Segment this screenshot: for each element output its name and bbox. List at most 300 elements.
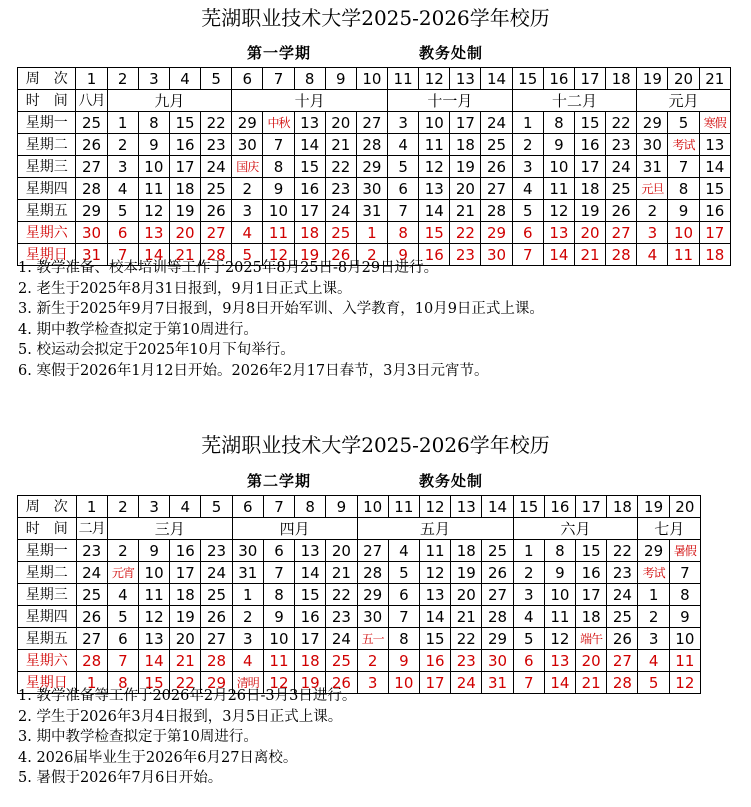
date-cell: 2 xyxy=(107,540,138,562)
month-label: 三月 xyxy=(107,518,232,540)
date-cell: 12 xyxy=(543,200,574,222)
week-number-row xyxy=(18,68,731,90)
date-cell: 12 xyxy=(419,562,450,584)
date-cell: 27 xyxy=(357,540,388,562)
date-cell: 1 xyxy=(76,672,107,694)
date-cell: 15 xyxy=(419,628,450,650)
date-cell: 4 xyxy=(107,584,138,606)
date-cell: 4 xyxy=(232,222,263,244)
date-cell: 4 xyxy=(107,178,138,200)
date-cell: 14 xyxy=(699,156,730,178)
date-cell: 30 xyxy=(232,134,263,156)
holiday-label: 考试 xyxy=(638,562,669,584)
date-cell: 11 xyxy=(543,178,574,200)
date-cell: 3 xyxy=(638,628,669,650)
week-number: 18 xyxy=(607,496,638,518)
note-item: 4. 2026届毕业生于2026年6月27日离校。 xyxy=(18,749,298,766)
date-cell: 26 xyxy=(76,606,107,628)
holiday-label: 国庆 xyxy=(232,156,263,178)
date-cell: 5 xyxy=(107,200,138,222)
date-cell: 31 xyxy=(482,672,513,694)
date-cell: 13 xyxy=(699,134,730,156)
weekday-row xyxy=(18,584,701,606)
date-cell: 8 xyxy=(263,584,294,606)
date-cell: 7 xyxy=(107,244,138,266)
week-number: 3 xyxy=(138,496,169,518)
date-cell: 2 xyxy=(513,562,544,584)
date-cell: 5 xyxy=(668,112,699,134)
date-cell: 4 xyxy=(388,134,419,156)
date-cell: 8 xyxy=(543,112,574,134)
date-cell: 27 xyxy=(76,156,107,178)
date-cell: 17 xyxy=(294,200,325,222)
date-cell: 1 xyxy=(638,584,669,606)
date-cell: 27 xyxy=(201,222,232,244)
date-cell: 7 xyxy=(107,650,138,672)
date-cell: 6 xyxy=(513,650,544,672)
week-number: 5 xyxy=(201,496,232,518)
date-cell: 27 xyxy=(482,584,513,606)
date-cell: 9 xyxy=(544,562,575,584)
note-item: 1. 教学准备、校本培训等工作于2025年8月25日-8月29日进行。 xyxy=(18,260,439,276)
weekday-label: 星期三 xyxy=(18,584,77,606)
date-cell: 12 xyxy=(263,672,294,694)
date-cell: 6 xyxy=(263,540,294,562)
month-label: 十二月 xyxy=(512,90,637,112)
date-cell: 17 xyxy=(419,672,450,694)
week-number: 19 xyxy=(637,68,668,90)
time-header-label: 时 间 xyxy=(18,90,76,112)
date-cell: 6 xyxy=(388,584,419,606)
weekday-label: 星期二 xyxy=(18,134,76,156)
weekday-row xyxy=(18,562,701,584)
date-cell: 25 xyxy=(607,606,638,628)
date-cell: 20 xyxy=(169,222,200,244)
date-cell: 4 xyxy=(638,650,669,672)
date-cell: 31 xyxy=(637,156,668,178)
date-cell: 22 xyxy=(170,672,201,694)
date-cell: 4 xyxy=(513,606,544,628)
date-cell: 7 xyxy=(512,244,543,266)
date-cell: 11 xyxy=(263,650,294,672)
weekday-label: 星期日 xyxy=(18,672,77,694)
week-number: 19 xyxy=(638,496,669,518)
week-number: 4 xyxy=(169,68,200,90)
date-cell: 18 xyxy=(450,134,481,156)
date-cell: 26 xyxy=(201,200,232,222)
sem1-semester-label: 第一学期 xyxy=(247,44,312,62)
date-cell: 25 xyxy=(326,650,357,672)
date-cell: 3 xyxy=(388,112,419,134)
date-cell: 6 xyxy=(107,628,138,650)
date-cell: 25 xyxy=(481,134,512,156)
date-cell: 3 xyxy=(357,672,388,694)
holiday-label: 五一 xyxy=(357,628,388,650)
date-cell: 2 xyxy=(107,134,138,156)
weekday-label: 星期日 xyxy=(18,244,76,266)
sem1-title: 芜湖职业技术大学2025-2026学年校历 xyxy=(201,6,550,30)
month-label: 二月 xyxy=(76,518,107,540)
date-cell: 10 xyxy=(138,156,169,178)
date-cell: 6 xyxy=(107,222,138,244)
date-cell: 28 xyxy=(76,178,107,200)
date-cell: 3 xyxy=(232,628,263,650)
date-cell: 18 xyxy=(576,606,607,628)
date-cell: 14 xyxy=(295,562,326,584)
weekday-row xyxy=(18,540,701,562)
date-cell: 17 xyxy=(699,222,730,244)
date-cell: 19 xyxy=(294,244,325,266)
date-cell: 3 xyxy=(107,156,138,178)
week-number: 16 xyxy=(543,68,574,90)
date-cell: 15 xyxy=(699,178,730,200)
holiday-label: 寒假 xyxy=(699,112,730,134)
date-cell: 12 xyxy=(669,672,700,694)
weekday-row xyxy=(18,222,731,244)
date-cell: 18 xyxy=(170,584,201,606)
week-number: 16 xyxy=(544,496,575,518)
date-cell: 10 xyxy=(388,672,419,694)
date-cell: 8 xyxy=(668,178,699,200)
date-cell: 19 xyxy=(574,200,605,222)
sem1-calendar-table xyxy=(17,67,731,266)
week-number: 8 xyxy=(294,68,325,90)
date-cell: 25 xyxy=(76,112,107,134)
date-cell: 20 xyxy=(325,112,356,134)
week-number: 4 xyxy=(170,496,201,518)
date-cell: 9 xyxy=(138,540,169,562)
date-cell: 1 xyxy=(512,112,543,134)
date-cell: 30 xyxy=(482,650,513,672)
date-cell: 13 xyxy=(543,222,574,244)
weekday-row xyxy=(18,112,731,134)
date-cell: 24 xyxy=(451,672,482,694)
date-cell: 1 xyxy=(107,112,138,134)
date-cell: 11 xyxy=(263,222,294,244)
week-number: 7 xyxy=(263,496,294,518)
note-item: 2. 老生于2025年8月31日报到，9月1日正式上课。 xyxy=(18,280,352,297)
note-item: 5. 校运动会拟定于2025年10月下旬举行。 xyxy=(18,342,295,358)
date-cell: 16 xyxy=(294,178,325,200)
date-cell: 29 xyxy=(201,672,232,694)
date-cell: 16 xyxy=(574,134,605,156)
date-cell: 28 xyxy=(76,650,107,672)
weekday-label: 星期一 xyxy=(18,112,76,134)
date-cell: 1 xyxy=(356,222,387,244)
date-cell: 11 xyxy=(419,540,450,562)
date-cell: 10 xyxy=(263,200,294,222)
date-cell: 18 xyxy=(295,650,326,672)
date-cell: 4 xyxy=(232,650,263,672)
date-cell: 7 xyxy=(669,562,700,584)
date-cell: 10 xyxy=(419,112,450,134)
date-cell: 23 xyxy=(606,134,637,156)
date-cell: 19 xyxy=(451,562,482,584)
date-cell: 24 xyxy=(606,156,637,178)
date-cell: 7 xyxy=(513,672,544,694)
week-number: 9 xyxy=(325,68,356,90)
date-cell: 9 xyxy=(669,606,700,628)
date-cell: 21 xyxy=(169,244,200,266)
date-cell: 30 xyxy=(637,134,668,156)
date-cell: 21 xyxy=(450,200,481,222)
date-cell: 15 xyxy=(419,222,450,244)
date-cell: 25 xyxy=(325,222,356,244)
holiday-label: 端午 xyxy=(576,628,607,650)
date-cell: 24 xyxy=(201,156,232,178)
week-number: 14 xyxy=(482,496,513,518)
date-cell: 14 xyxy=(294,134,325,156)
week-number: 20 xyxy=(668,68,699,90)
date-cell: 25 xyxy=(201,178,232,200)
note-item: 1. 教学准备等工作于2026年2月26日-3月3日进行。 xyxy=(18,688,357,704)
month-label: 十月 xyxy=(232,90,388,112)
date-cell: 15 xyxy=(576,540,607,562)
date-cell: 5 xyxy=(232,244,263,266)
weekday-row xyxy=(18,628,701,650)
date-cell: 29 xyxy=(637,112,668,134)
weekday-label: 星期四 xyxy=(18,178,76,200)
date-cell: 2 xyxy=(232,606,263,628)
week-number: 9 xyxy=(326,496,357,518)
date-cell: 30 xyxy=(232,540,263,562)
date-cell: 17 xyxy=(169,156,200,178)
date-cell: 5 xyxy=(388,156,419,178)
date-cell: 20 xyxy=(326,540,357,562)
date-cell: 2 xyxy=(512,134,543,156)
date-cell: 27 xyxy=(356,112,387,134)
weekday-row xyxy=(18,156,731,178)
date-cell: 6 xyxy=(388,178,419,200)
sem2-office-label: 教务处制 xyxy=(419,472,484,490)
weekday-label: 星期五 xyxy=(18,200,76,222)
date-cell: 7 xyxy=(263,562,294,584)
date-cell: 24 xyxy=(607,584,638,606)
date-cell: 13 xyxy=(419,178,450,200)
date-cell: 17 xyxy=(574,156,605,178)
week-number: 13 xyxy=(451,496,482,518)
date-cell: 22 xyxy=(451,628,482,650)
date-cell: 28 xyxy=(356,134,387,156)
date-cell: 5 xyxy=(388,562,419,584)
date-cell: 4 xyxy=(512,178,543,200)
week-number: 13 xyxy=(450,68,481,90)
date-cell: 9 xyxy=(543,134,574,156)
date-cell: 30 xyxy=(76,222,107,244)
date-cell: 28 xyxy=(482,606,513,628)
date-cell: 1 xyxy=(513,540,544,562)
month-label: 八月 xyxy=(76,90,107,112)
date-cell: 17 xyxy=(450,112,481,134)
date-cell: 19 xyxy=(170,606,201,628)
date-cell: 29 xyxy=(638,540,669,562)
date-cell: 16 xyxy=(295,606,326,628)
date-cell: 23 xyxy=(451,650,482,672)
date-cell: 26 xyxy=(606,200,637,222)
date-cell: 11 xyxy=(669,650,700,672)
week-number: 7 xyxy=(263,68,294,90)
date-cell: 24 xyxy=(481,112,512,134)
date-cell: 18 xyxy=(699,244,730,266)
date-cell: 17 xyxy=(295,628,326,650)
date-cell: 13 xyxy=(138,222,169,244)
date-cell: 31 xyxy=(76,244,107,266)
date-cell: 23 xyxy=(325,178,356,200)
date-cell: 14 xyxy=(544,672,575,694)
month-label: 九月 xyxy=(107,90,232,112)
week-number: 20 xyxy=(669,496,700,518)
note-item: 2. 学生于2026年3月4日报到，3月5日正式上课。 xyxy=(18,708,343,725)
date-cell: 18 xyxy=(451,540,482,562)
week-number: 17 xyxy=(574,68,605,90)
date-cell: 16 xyxy=(169,134,200,156)
date-cell: 12 xyxy=(138,606,169,628)
date-cell: 11 xyxy=(544,606,575,628)
date-cell: 16 xyxy=(170,540,201,562)
date-cell: 18 xyxy=(294,222,325,244)
date-cell: 1 xyxy=(232,584,263,606)
date-cell: 29 xyxy=(482,628,513,650)
week-number: 10 xyxy=(356,68,387,90)
date-cell: 30 xyxy=(357,606,388,628)
week-number: 18 xyxy=(606,68,637,90)
date-cell: 22 xyxy=(326,584,357,606)
week-number: 6 xyxy=(232,68,263,90)
date-cell: 10 xyxy=(669,628,700,650)
date-cell: 21 xyxy=(326,562,357,584)
note-item: 3. 期中教学检查拟定于第10周进行。 xyxy=(18,729,258,745)
week-number: 12 xyxy=(419,68,450,90)
sem2-semester-label: 第二学期 xyxy=(247,472,312,490)
date-cell: 24 xyxy=(326,628,357,650)
note-item: 4. 期中教学检查拟定于第10周进行。 xyxy=(18,321,258,338)
date-cell: 23 xyxy=(76,540,107,562)
date-cell: 27 xyxy=(76,628,107,650)
date-cell: 28 xyxy=(607,672,638,694)
date-cell: 28 xyxy=(201,244,232,266)
date-cell: 14 xyxy=(419,606,450,628)
month-row xyxy=(18,90,731,112)
date-cell: 26 xyxy=(201,606,232,628)
week-number: 2 xyxy=(107,68,138,90)
date-cell: 27 xyxy=(201,628,232,650)
date-cell: 10 xyxy=(138,562,169,584)
date-cell: 2 xyxy=(637,200,668,222)
date-cell: 24 xyxy=(325,200,356,222)
date-cell: 13 xyxy=(294,112,325,134)
date-cell: 26 xyxy=(76,134,107,156)
date-cell: 23 xyxy=(607,562,638,584)
date-cell: 17 xyxy=(576,584,607,606)
date-cell: 11 xyxy=(419,134,450,156)
week-number: 15 xyxy=(512,68,543,90)
date-cell: 12 xyxy=(544,628,575,650)
date-cell: 15 xyxy=(574,112,605,134)
date-cell: 12 xyxy=(419,156,450,178)
date-cell: 3 xyxy=(513,584,544,606)
date-cell: 10 xyxy=(668,222,699,244)
sem2-calendar-table xyxy=(17,495,701,694)
date-cell: 4 xyxy=(388,540,419,562)
date-cell: 3 xyxy=(512,156,543,178)
date-cell: 21 xyxy=(170,650,201,672)
weekday-row xyxy=(18,650,701,672)
date-cell: 25 xyxy=(482,540,513,562)
date-cell: 2 xyxy=(357,650,388,672)
date-cell: 14 xyxy=(419,200,450,222)
date-cell: 23 xyxy=(326,606,357,628)
weekday-row xyxy=(18,200,731,222)
date-cell: 25 xyxy=(606,178,637,200)
week-number: 8 xyxy=(295,496,326,518)
date-cell: 24 xyxy=(76,562,107,584)
week-number: 12 xyxy=(419,496,450,518)
date-cell: 8 xyxy=(544,540,575,562)
date-cell: 13 xyxy=(138,628,169,650)
date-cell: 3 xyxy=(637,222,668,244)
date-cell: 22 xyxy=(201,112,232,134)
date-cell: 5 xyxy=(638,672,669,694)
weekday-label: 星期一 xyxy=(18,540,77,562)
holiday-label: 暑假 xyxy=(669,540,700,562)
month-label: 七月 xyxy=(638,518,701,540)
weekday-row xyxy=(18,606,701,628)
holiday-label: 中秋 xyxy=(263,112,294,134)
week-number: 10 xyxy=(357,496,388,518)
date-cell: 5 xyxy=(107,606,138,628)
date-cell: 17 xyxy=(170,562,201,584)
holiday-label: 清明 xyxy=(232,672,263,694)
time-header-label: 时 间 xyxy=(18,518,77,540)
week-number: 14 xyxy=(481,68,512,90)
week-header-label: 周 次 xyxy=(18,68,76,90)
date-cell: 7 xyxy=(388,606,419,628)
holiday-label: 元宵 xyxy=(107,562,138,584)
date-cell: 10 xyxy=(263,628,294,650)
date-cell: 22 xyxy=(606,112,637,134)
date-cell: 29 xyxy=(357,584,388,606)
date-cell: 11 xyxy=(138,584,169,606)
date-cell: 29 xyxy=(356,156,387,178)
date-cell: 7 xyxy=(263,134,294,156)
date-cell: 22 xyxy=(325,156,356,178)
date-cell: 12 xyxy=(263,244,294,266)
weekday-label: 星期六 xyxy=(18,222,76,244)
week-number: 6 xyxy=(232,496,263,518)
weekday-row xyxy=(18,134,731,156)
week-number: 11 xyxy=(388,68,419,90)
month-row xyxy=(18,518,701,540)
date-cell: 26 xyxy=(482,562,513,584)
month-label: 十一月 xyxy=(388,90,513,112)
date-cell: 13 xyxy=(295,540,326,562)
date-cell: 16 xyxy=(419,650,450,672)
date-cell: 12 xyxy=(138,200,169,222)
week-number: 17 xyxy=(576,496,607,518)
date-cell: 8 xyxy=(107,672,138,694)
sem2-notes xyxy=(18,686,356,789)
sem1-notes xyxy=(18,258,544,381)
date-cell: 26 xyxy=(326,672,357,694)
date-cell: 20 xyxy=(574,222,605,244)
date-cell: 8 xyxy=(388,628,419,650)
date-cell: 8 xyxy=(263,156,294,178)
date-cell: 16 xyxy=(576,562,607,584)
date-cell: 19 xyxy=(295,672,326,694)
date-cell: 8 xyxy=(388,222,419,244)
weekday-label: 星期四 xyxy=(18,606,77,628)
weekday-label: 星期六 xyxy=(18,650,77,672)
